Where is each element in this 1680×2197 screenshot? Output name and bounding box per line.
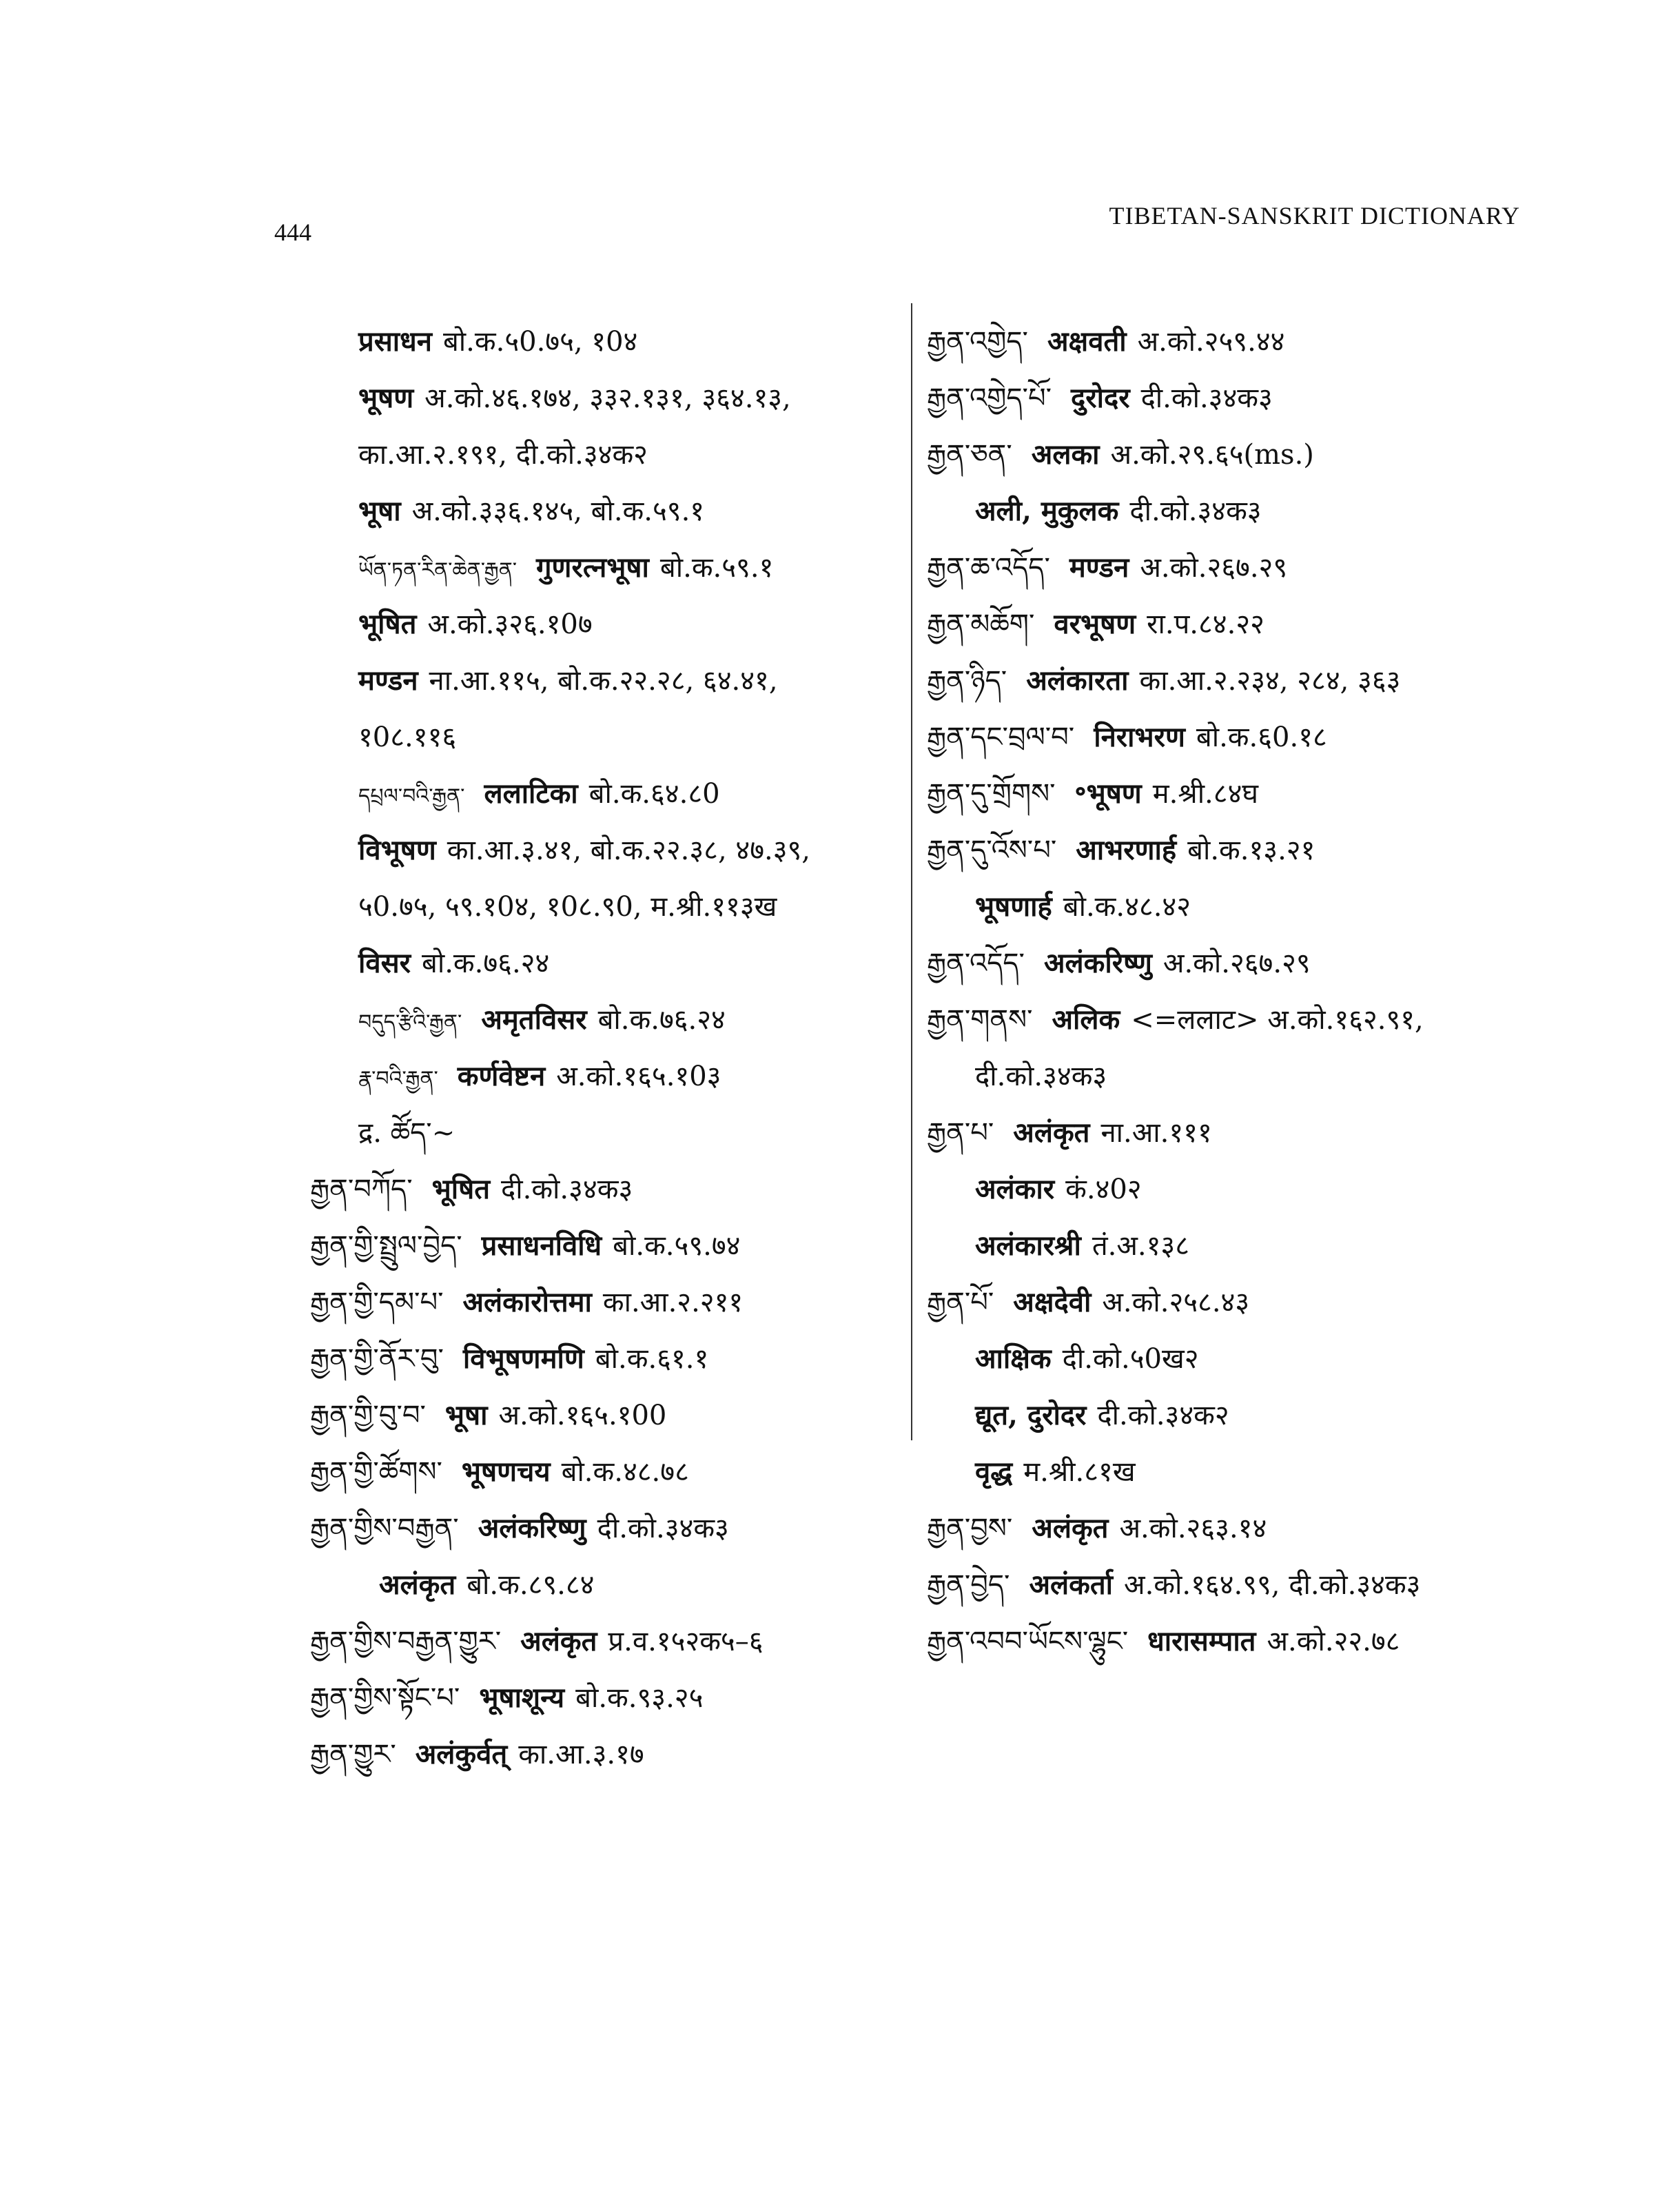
dictionary-entry-line <box>927 1274 1547 1331</box>
source-reference: का.आ.३.४१, बो.क.२२.३८, ४७.३९, <box>447 835 811 866</box>
running-head: TIBETAN-SANSKRIT DICTIONARY <box>1109 202 1520 229</box>
tibetan-headword: བདུད་རྩིའི་རྒྱན་ <box>358 1010 462 1034</box>
source-reference: बो.क.९३.२५ <box>575 1682 704 1714</box>
source-reference: म.श्री.८१ख <box>1023 1456 1136 1488</box>
dictionary-entry-line <box>310 427 896 483</box>
sanskrit-term: विभूषणमणि <box>462 1342 584 1375</box>
sanskrit-term: अलिक <box>1052 1003 1120 1036</box>
tibetan-headword: རྒྱན་འདོད་ <box>927 948 1025 979</box>
tibetan-headword: རྒྱན་གྱི་བུ་བ་ <box>310 1400 426 1431</box>
source-reference: बो.क.६१.१ <box>595 1343 709 1375</box>
source-reference: अ.को.२२.७८ <box>1267 1626 1400 1657</box>
tibetan-headword: རྒྱན་གྱི་ནོར་བུ་ <box>310 1343 444 1375</box>
tibetan-headword: རྒྱན་བཀོད་ <box>310 1174 413 1205</box>
tibetan-headword: རྒྱན་འགྱེད་པོ་ <box>927 382 1052 414</box>
sanskrit-term: अलंकरिष्णु <box>1043 947 1152 979</box>
sanskrit-term: अलंकरिष्णु <box>478 1512 586 1544</box>
dictionary-entry-line <box>310 1557 896 1613</box>
tibetan-headword: རྒྱན་གྱིས་སྟོང་པ་ <box>310 1682 460 1714</box>
dictionary-entry-line <box>310 1670 896 1726</box>
source-reference: म.श्री.८४घ <box>1152 778 1259 810</box>
dictionary-entry-line <box>927 766 1547 822</box>
right-column <box>927 314 1547 1670</box>
source-reference: का.आ.३.१७ <box>518 1739 644 1770</box>
sanskrit-term: भूषणचय <box>461 1455 551 1488</box>
sanskrit-term: धारासम्पात <box>1147 1625 1256 1657</box>
sanskrit-term: अलका <box>1031 438 1100 471</box>
tibetan-headword: རྒྱན་གྱི་སྤྲུལ་བྱེད་ <box>310 1230 462 1262</box>
source-reference: दी.को.३४क३ <box>1129 495 1262 527</box>
source-reference: रा.प.८४.२२ <box>1147 609 1264 640</box>
tibetan-headword: རྒྱན་ཅན་ <box>927 439 1012 471</box>
left-column <box>310 314 896 1783</box>
source-reference: बो.क.७६.२४ <box>422 948 550 979</box>
tibetan-headword: རྒྱན་གྱི་ཚོགས་ <box>310 1456 442 1488</box>
sanskrit-term: आभरणार्ह <box>1076 834 1177 866</box>
tibetan-headword: རྒྱན་མཆོག་ <box>927 609 1035 640</box>
source-reference: दी.को.५0ख२ <box>1062 1343 1199 1375</box>
tibetan-headword: རྒྱན་དུ་གྲོགས་ <box>927 778 1056 810</box>
tibetan-headword: རྒྱན་པོ་ <box>927 1287 994 1318</box>
source-reference: दी.को.३४क३ <box>501 1174 633 1205</box>
sanskrit-term: गुणरत्नभूषा <box>536 551 649 584</box>
source-reference: बो.क.६४.८0 <box>588 778 720 810</box>
sanskrit-term: अक्षवती <box>1047 325 1127 358</box>
source-reference: बो.क.७६.२४ <box>597 1004 726 1036</box>
page-number: 444 <box>274 218 311 246</box>
source-reference: अ.को.२६७.२९ <box>1162 948 1311 979</box>
source-reference: अ.को.२६३.१४ <box>1119 1513 1267 1544</box>
sanskrit-term: अमृतविसर <box>481 1003 587 1036</box>
source-reference: का.आ.२.१९१, दी.को.३४क२ <box>358 439 648 471</box>
source-reference: बो.क.५९.७४ <box>613 1230 741 1262</box>
source-reference: ५0.७५, ५९.१0४, १0८.९0, म.श्री.११३ख <box>358 891 777 923</box>
source-reference: अ.को.१६५.१0३ <box>556 1061 721 1092</box>
dictionary-entry-line <box>310 822 896 879</box>
dictionary-entry-line <box>927 992 1547 1048</box>
source-reference: अ.को.३२६.१0७ <box>427 609 593 640</box>
source-reference: का.आ.२.२११ <box>602 1287 744 1318</box>
source-reference: बो.क.५९.१ <box>659 552 774 584</box>
sanskrit-term: अलंकारोत्तमा <box>462 1286 592 1318</box>
dictionary-entry-line <box>927 879 1547 935</box>
dictionary-entry-line <box>310 1613 896 1670</box>
sanskrit-term: द्यूत, दुरोदर <box>975 1399 1087 1431</box>
source-reference: अ.को.२९.६५(ms.) <box>1110 439 1314 471</box>
tibetan-headword: རྒྱན་ཉིད་ <box>927 665 1007 697</box>
dictionary-entry-line <box>927 483 1547 540</box>
sanskrit-term: दुरोदर <box>1071 382 1130 414</box>
dictionary-entry-line <box>927 653 1547 709</box>
dictionary-entry-line <box>927 822 1547 879</box>
source-reference: तं.अ.१३८ <box>1092 1230 1190 1262</box>
source-reference: बो.क.८९.८४ <box>467 1569 595 1601</box>
sanskrit-term: भूषण <box>358 382 414 414</box>
tibetan-headword: རྒྱན་གནས་ <box>927 1004 1033 1036</box>
source-reference: द्र. ཚོད་~ <box>358 1117 455 1149</box>
source-reference: बो.क.६0.१८ <box>1196 722 1327 753</box>
source-reference: अ.को.१६५.१00 <box>498 1400 667 1431</box>
dictionary-entry-line <box>310 935 896 992</box>
source-reference: दी.को.३४क३ <box>597 1513 729 1544</box>
sanskrit-term: भूषित <box>431 1173 491 1205</box>
dictionary-entry-line <box>310 1444 896 1500</box>
tibetan-headword: རྒྱན་གྱི་དམ་པ་ <box>310 1287 444 1318</box>
sanskrit-term: अलंकार <box>975 1173 1055 1205</box>
sanskrit-term: अलंकुर्वत् <box>415 1738 508 1770</box>
tibetan-headword: རྒྱན་འགྱེད་ <box>927 326 1028 358</box>
sanskrit-term: अलंकृत <box>520 1625 597 1657</box>
source-reference: अ.को.३३६.१४५, बो.क.५९.१ <box>411 495 705 527</box>
tibetan-headword: ཡོན་ཏན་རིན་ཆེན་རྒྱན་ <box>358 558 518 582</box>
source-reference: दी.को.३४क३ <box>1140 382 1273 414</box>
sanskrit-term: प्रसाधनविधि <box>481 1229 602 1262</box>
dictionary-entry-line <box>310 596 896 653</box>
sanskrit-term: वरभूषण <box>1054 608 1136 640</box>
tibetan-headword: རྒྱན་པ་ <box>927 1117 994 1149</box>
source-reference: बो.क.१३.२१ <box>1187 835 1315 866</box>
sanskrit-term: ललाटिका <box>484 777 578 810</box>
sanskrit-term: भूषा <box>358 495 401 527</box>
dictionary-entry-line <box>927 370 1547 427</box>
dictionary-entry-line <box>927 540 1547 596</box>
sanskrit-term: मण्डन <box>1069 551 1129 584</box>
dictionary-entry-line <box>310 653 896 709</box>
dictionary-entry-line <box>310 992 896 1048</box>
dictionary-entry-line <box>310 1726 896 1783</box>
dictionary-entry-line <box>310 1105 896 1161</box>
source-reference: अ.को.४६.१७४, ३३२.१३१, ३६४.१३, <box>424 382 791 414</box>
sanskrit-term: भूषाशून्य <box>479 1682 565 1714</box>
sanskrit-term: भूषा <box>444 1399 488 1431</box>
dictionary-entry-line <box>927 1048 1547 1105</box>
tibetan-headword: རྒྱན་བྱེད་ <box>927 1569 1010 1601</box>
tibetan-headword: རྒྱན་ཆ་འདོད་ <box>927 552 1050 584</box>
dictionary-entry-line <box>927 314 1547 370</box>
source-reference: कं.४0२ <box>1065 1174 1142 1205</box>
sanskrit-term: निराभरण <box>1094 721 1185 753</box>
dictionary-entry-line <box>310 1387 896 1444</box>
sanskrit-term: अली, मुकुलक <box>975 495 1119 527</box>
source-reference: दी.को.३४क२ <box>1097 1400 1229 1431</box>
source-reference: बो.क.५0.७५, १0४ <box>442 326 638 358</box>
source-reference: १0८.११६ <box>358 722 457 753</box>
dictionary-entry-line <box>310 1048 896 1105</box>
source-reference: अ.को.१६४.९९, दी.को.३४क३ <box>1124 1569 1421 1601</box>
dictionary-entry-line <box>927 596 1547 653</box>
source-reference: <=ललाट> अ.को.१६२.९१, <box>1131 1004 1424 1036</box>
source-reference: ना.आ.१११ <box>1100 1117 1212 1149</box>
dictionary-entry-line <box>927 1105 1547 1161</box>
dictionary-entry-line <box>310 766 896 822</box>
sanskrit-term: आक्षिक <box>975 1342 1052 1375</box>
dictionary-entry-line <box>927 1161 1547 1218</box>
source-reference: बो.क.४८.४२ <box>1063 891 1191 923</box>
tibetan-headword: རྒྱན་དུ་འོས་པ་ <box>927 835 1057 866</box>
sanskrit-term: ॰भूषण <box>1074 777 1142 810</box>
dictionary-entry-line <box>927 1613 1547 1670</box>
sanskrit-term: अलंकृत <box>1013 1116 1090 1149</box>
tibetan-headword: དཔྲལ་བའི་རྒྱན་ <box>358 784 465 808</box>
source-reference: प्र.व.१५२क५–६ <box>608 1626 764 1657</box>
sanskrit-term: भूषणार्ह <box>975 890 1052 923</box>
sanskrit-term: अलंकृत <box>379 1568 456 1601</box>
column-divider <box>911 303 912 1440</box>
dictionary-entry-line <box>310 370 896 427</box>
dictionary-entry-line <box>927 1557 1547 1613</box>
source-reference: अ.को.२६७.२९ <box>1140 552 1288 584</box>
source-reference: दी.को.३४क३ <box>975 1061 1107 1092</box>
sanskrit-term: विभूषण <box>358 834 436 866</box>
dictionary-entry-line <box>310 540 896 596</box>
sanskrit-term: अलंकर्ता <box>1029 1568 1114 1601</box>
dictionary-entry-line <box>310 1331 896 1387</box>
tibetan-headword: རྒྱན་བྱས་ <box>927 1513 1013 1544</box>
dictionary-entry-line <box>927 935 1547 992</box>
sanskrit-term: अलंकारता <box>1026 664 1129 697</box>
dictionary-entry-line <box>310 1161 896 1218</box>
dictionary-entry-line <box>310 1274 896 1331</box>
sanskrit-term: वृद्ध <box>975 1455 1013 1488</box>
source-reference: अ.को.२५८.४३ <box>1102 1287 1250 1318</box>
dictionary-entry-line <box>310 879 896 935</box>
tibetan-headword: རྒྱན་གྱིས་བརྒྱན་གྱུར་ <box>310 1626 502 1657</box>
sanskrit-term: अलंकृत <box>1032 1512 1109 1544</box>
dictionary-entry-line <box>927 1387 1547 1444</box>
source-reference: बो.क.४८.७८ <box>561 1456 689 1488</box>
dictionary-entry-line <box>310 709 896 766</box>
dictionary-entry-line <box>927 709 1547 766</box>
dictionary-entry-line <box>927 1218 1547 1274</box>
tibetan-headword: རྒྱན་འབབ་ཡོངས་ལྷུང་ <box>927 1626 1129 1657</box>
dictionary-entry-line <box>310 314 896 370</box>
dictionary-entry-line <box>310 1218 896 1274</box>
source-reference: ना.आ.११५, बो.क.२२.२८, ६४.४१, <box>429 665 778 697</box>
dictionary-entry-line <box>927 427 1547 483</box>
tibetan-headword: རྒྱན་དང་བྲལ་བ་ <box>927 722 1075 753</box>
dictionary-entry-line <box>310 483 896 540</box>
source-reference: का.आ.२.२३४, २८४, ३६३ <box>1139 665 1401 697</box>
sanskrit-term: अलंकारश्री <box>975 1229 1081 1262</box>
dictionary-entry-line <box>310 1500 896 1557</box>
sanskrit-term: कर्णवेष्टन <box>457 1060 546 1092</box>
dictionary-entry-line <box>927 1500 1547 1557</box>
source-reference: अ.को.२५९.४४ <box>1137 326 1285 358</box>
dictionary-entry-line <box>927 1331 1547 1387</box>
sanskrit-term: प्रसाधन <box>358 325 432 358</box>
tibetan-headword: རྣ་བའི་རྒྱན་ <box>358 1067 438 1091</box>
tibetan-headword: རྒྱན་གྱིས་བརྒྱན་ <box>310 1513 459 1544</box>
sanskrit-term: मण्डन <box>358 664 418 697</box>
sanskrit-term: भूषित <box>358 608 417 640</box>
sanskrit-term: अक्षदेवी <box>1013 1286 1092 1318</box>
dictionary-entry-line <box>927 1444 1547 1500</box>
tibetan-headword: རྒྱན་གྱུར་ <box>310 1739 396 1770</box>
sanskrit-term: विसर <box>358 947 411 979</box>
